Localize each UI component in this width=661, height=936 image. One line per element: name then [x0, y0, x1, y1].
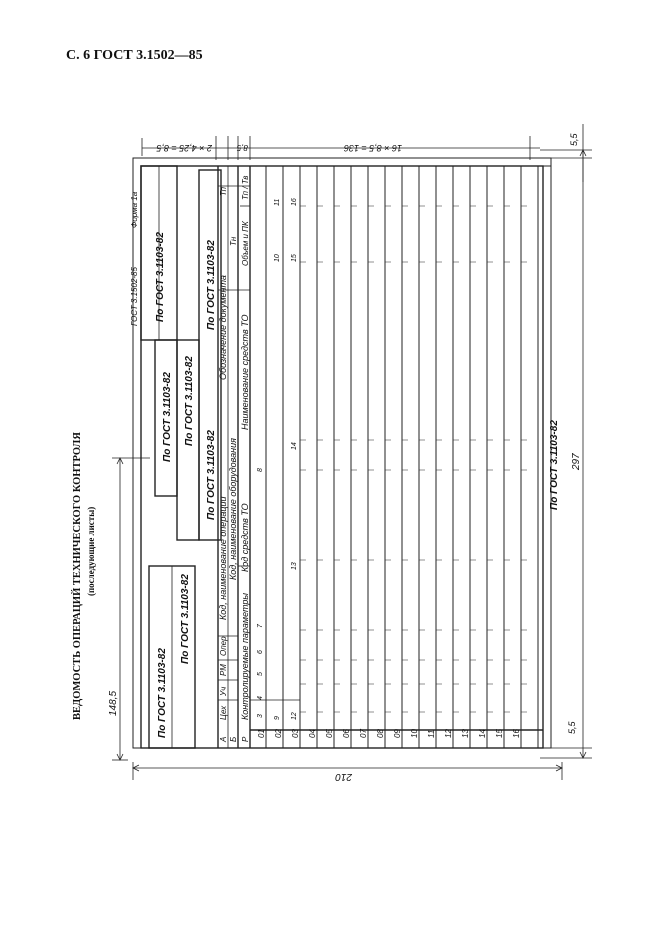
svg-text:14: 14: [478, 729, 487, 738]
svg-text:03: 03: [291, 729, 300, 738]
cell-oper: Опер: [219, 636, 228, 656]
svg-text:12: 12: [291, 712, 298, 720]
marker-a: А: [219, 736, 228, 742]
field-volume: Объем и ПК: [241, 221, 250, 266]
stamp-form: ГОСТ 3.1502-85: [130, 267, 139, 326]
field-code-eq: Код, наименование оборудования: [228, 438, 238, 580]
svg-text:8: 8: [257, 468, 264, 472]
svg-text:16: 16: [512, 729, 521, 738]
field-code-op: Код, наименование операции: [218, 496, 228, 620]
svg-text:11: 11: [274, 198, 281, 206]
cell-rm: РМ: [219, 664, 228, 676]
svg-text:06: 06: [342, 729, 351, 738]
field-tn-tv: Тп / Тв: [241, 175, 250, 200]
svg-text:4: 4: [257, 696, 264, 700]
svg-text:5: 5: [257, 672, 264, 676]
stamp-ref-left-2: По ГОСТ 3.1103-82: [180, 574, 191, 664]
stamp-form-no: Форма 1а: [130, 191, 139, 228]
form-inner-frame: [141, 166, 543, 748]
dim-85-label: 8,5: [236, 143, 248, 152]
svg-text:10: 10: [410, 729, 419, 738]
column-numbers: [257, 198, 298, 720]
svg-text:6: 6: [257, 650, 264, 654]
page-header: С. 6 ГОСТ 3.1502—85: [66, 48, 203, 63]
svg-text:14: 14: [291, 442, 298, 450]
dim-55-top-label: 5,5: [569, 133, 579, 146]
dim-297-label: 297: [571, 453, 582, 470]
cell-ceh: Цех: [219, 705, 228, 720]
svg-text:13: 13: [291, 562, 298, 570]
dim-rows-label: 16 × 8,5 = 136: [343, 143, 402, 153]
cell-uch: Уч: [219, 686, 228, 696]
svg-text:09: 09: [393, 729, 402, 738]
rows: [250, 166, 543, 748]
dim-148-label: 148,5: [108, 690, 119, 716]
dim-55-bottom-label: 5,5: [567, 721, 577, 734]
svg-text:07: 07: [359, 729, 368, 738]
marker-r: Р: [241, 736, 250, 742]
svg-text:01: 01: [257, 729, 266, 738]
svg-text:04: 04: [308, 729, 317, 738]
svg-text:12: 12: [444, 729, 453, 738]
svg-text:7: 7: [257, 624, 264, 628]
marker-b: Б: [229, 736, 238, 742]
svg-text:05: 05: [325, 729, 334, 738]
field-tool-name: Наименование средств ТО: [240, 314, 250, 430]
svg-text:11: 11: [427, 729, 436, 738]
field-code-tool: Код средств ТО: [240, 503, 250, 572]
svg-text:10: 10: [274, 254, 281, 262]
form-subtitle: (последующие листы): [86, 506, 96, 596]
svg-text:3: 3: [257, 714, 264, 718]
svg-text:15: 15: [291, 254, 298, 262]
stamp-ref-left-1: По ГОСТ 3.1103-82: [157, 648, 168, 738]
field-params: Контролируемые параметры: [240, 592, 250, 720]
svg-text:13: 13: [461, 729, 470, 738]
stamp-ref-top: По ГОСТ 3.1103-82: [155, 232, 166, 322]
svg-text:02: 02: [274, 729, 283, 738]
svg-text:08: 08: [376, 729, 385, 738]
svg-text:16: 16: [291, 198, 298, 206]
stamp-ref-2: По ГОСТ 3.1103-82: [162, 372, 173, 462]
stamp-ref-4: По ГОСТ 3.1103-82: [206, 240, 217, 330]
form-title: ВЕДОМОСТЬ ОПЕРАЦИЙ ТЕХНИЧЕСКОГО КОНТРОЛЯ: [72, 432, 83, 720]
field-tp: Тп: [219, 186, 228, 196]
svg-text:15: 15: [495, 729, 504, 738]
field-tn: Тн: [229, 236, 238, 246]
field-doc: Обозначение документа: [218, 275, 228, 380]
dim-left-cols-label: 2 × 4,25 = 8,5: [156, 143, 212, 153]
stamp-ref-bottom: По ГОСТ 3.1103-82: [549, 420, 560, 510]
stamp-ref-5: По ГОСТ 3.1103-82: [206, 430, 217, 520]
svg-text:9: 9: [274, 716, 281, 720]
stamp-ref-3: По ГОСТ 3.1103-82: [184, 356, 195, 446]
dim-210-label: 210: [335, 771, 352, 782]
